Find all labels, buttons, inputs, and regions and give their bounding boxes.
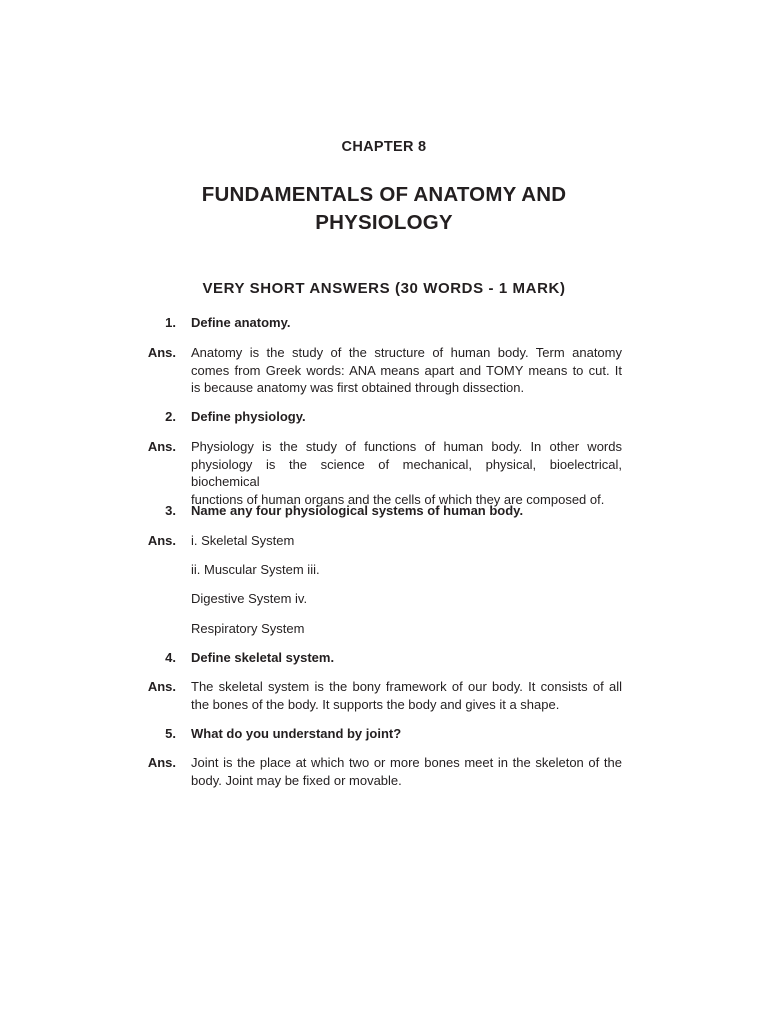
- answer-line: the bones of the body. It supports the body and gives it a shape.: [191, 696, 560, 712]
- answer-list-item: Digestive System iv.: [191, 591, 308, 606]
- ans-label: Ans.: [147, 679, 176, 694]
- question-text: Define physiology.: [191, 409, 306, 424]
- answer-line: functions of human organs and the cells of which they are composed of.: [191, 491, 605, 507]
- ans-label: Ans.: [147, 755, 176, 770]
- question-text: Define skeletal system.: [191, 650, 335, 665]
- answer-text: [191, 678, 622, 713]
- answer-text: [191, 754, 622, 789]
- answer-line: body. Joint may be fixed or movable.: [191, 772, 402, 788]
- question-number: 4.: [165, 650, 176, 665]
- question-text: Define anatomy.: [191, 315, 291, 330]
- title-line-1: FUNDAMENTALS OF ANATOMY AND: [201, 183, 567, 206]
- answer-line: Joint is the place at which two or more bones meet in the skeleton of the: [191, 755, 622, 770]
- answer-line: comes from Greek words: ANA means apart and TOMY means to cut. It: [191, 362, 622, 378]
- question-number: 2.: [165, 409, 176, 424]
- answer-list-item: i. Skeletal System: [191, 533, 295, 548]
- answer-line: is because anatomy was first obtained through dissection.: [191, 380, 525, 395]
- ans-label: Ans.: [147, 345, 176, 360]
- answer-line: Anatomy is the study of the structure of human body. Term anatomy: [191, 345, 622, 360]
- section-heading: VERY SHORT ANSWERS (30 WORDS - 1 MARK): [202, 280, 566, 297]
- question-text: What do you understand by joint?: [191, 726, 402, 741]
- ans-label: Ans.: [147, 533, 176, 548]
- answer-list-item: Respiratory System: [191, 621, 305, 636]
- answer-text: [191, 344, 622, 397]
- answer-text: [191, 438, 622, 508]
- answer-line: The skeletal system is the bony framework of our body. It consists of all: [191, 679, 622, 694]
- question-text: Name any four physiological systems of human body.: [191, 503, 524, 518]
- answer-line: Physiology is the study of functions of human body. In other words: [191, 439, 622, 454]
- page-title: [0, 181, 768, 237]
- title-line-2: PHYSIOLOGY: [315, 211, 453, 234]
- question-number: 1.: [165, 315, 176, 330]
- ans-label: Ans.: [147, 439, 176, 454]
- answer-line: physiology is the science of mechanical, physical, bioelectrical, biochemical: [191, 456, 622, 489]
- answer-list-item: ii. Muscular System iii.: [191, 562, 320, 577]
- question-number: 5.: [165, 726, 176, 741]
- chapter-label: CHAPTER 8: [341, 139, 427, 155]
- question-number: 3.: [165, 503, 176, 518]
